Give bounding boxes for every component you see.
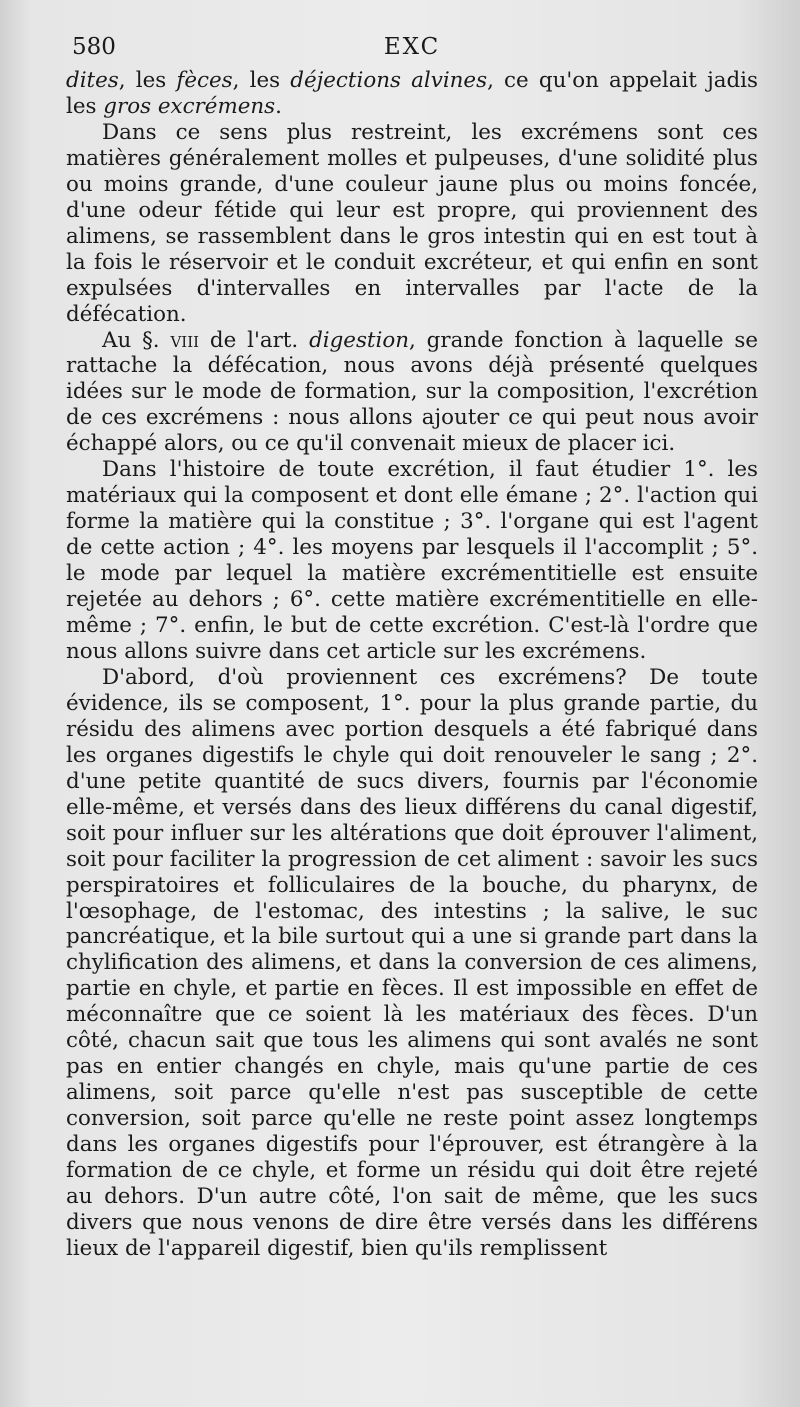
text-run: , ce qu'on appelait jadis les — [66, 68, 758, 119]
text-run: , grande fonction à laquelle se rattache la défécation, nous avons déjà présenté quelques idées sur le mode de formation, sur la composition, l'excrétion de ces excrémens : nous allons ajouter ce qui peut nous avoir échappé alors, ou ce qu'il convenait mieux de placer ici. — [66, 327, 758, 457]
text-run: Dans l'histoire de toute excrétion, il faut étudier 1°. les matériaux qui la composent et dont elle émane ; 2°. l'action qui forme la matière qui la constitue ; 3°. l'organe qui est l'agent de cette action ; 4°. les moyens par lesquels il l'accomplit ; 5°. le mode par lequel la matière excrémentitielle est ensuite rejetée au dehors ; 6°. cette matière excrémentitielle en elle-même ; 7°. enfin, le but de cette excrétion. C'est-là l'ordre que nous allons suivre dans cet article sur les excrémens. — [66, 457, 758, 664]
text-run: , les — [118, 68, 177, 93]
text-run: Dans ce sens plus restreint, les excrémens sont ces matières généralement molles et pulpeuses, d'une solidité plus ou moins grande, d'une couleur jaune plus ou moins foncée, d'une odeur fétide qui leur est propre, qui proviennent des alimens, se rassemblent dans le gros intestin qui en est tout à la fois le réservoir et le conduit excréteur, et qui enfin en sont expulsées d'intervalles en intervalles par l'acte de la défécation. — [66, 119, 758, 327]
paragraph — [66, 328, 758, 458]
page-header — [66, 34, 758, 64]
text-run: de l'art. — [199, 327, 310, 353]
paragraph — [66, 120, 758, 328]
page-number: 580 — [72, 34, 116, 60]
text-run: gros excrémens — [103, 93, 276, 119]
text-run: . — [275, 93, 282, 119]
text-run: D'abord, d'où proviennent ces excrémens? De toute évidence, ils se composent, 1°. pour la plus grande partie, du résidu des alimens avec portion desquels a été fabriqué dans les organes digestifs le chyle qui doit renouveler le sang ; 2°. d'une petite quantité de sucs divers, fournis par l'économie elle-même, et versés dans des lieux différens du canal digestif, soit pour influer sur les altérations que doit éprouver l'aliment, soit pour faciliter la progression de cet aliment : savoir les sucs perspiratoires et folliculaires de la bouche, du pharynx, de l'œsophage, de l'estomac, des intestins ; la salive, le suc pancréatique, et la bile surtout qui a une si grande part dans la chylification des alimens, et dans la conversion de ces alimens, partie en chyle, et partie en fèces. Il est impossible en effet de méconnaître que ce soient là les matériaux des fèces. D'un côté, chacun sait que tous les alimens qui sont avalés ne sont pas en entier changés en chyle, mais qu'une partie de ces alimens, soit parce qu'elle n'est pas susceptible de cette conversion, soit parce qu'elle ne reste point assez longtemps dans les organes digestifs pour l'éprouver, est étrangère à la formation de ce chyle, et forme un résidu qui doit être rejeté au dehors. D'un autre côté, l'on sait de même, que les sucs divers que nous venons de dire être versés dans les différens lieux de l'appareil digestif, bien qu'ils remplissent — [66, 664, 758, 1261]
text-run: fèces — [176, 68, 233, 93]
text-run: , les — [232, 68, 291, 93]
text-run: dites — [66, 68, 119, 93]
text-run: déjections alvines — [290, 68, 488, 93]
paragraph — [66, 68, 758, 120]
paragraph — [66, 665, 758, 1262]
paragraph — [66, 457, 758, 665]
text-run: Au §. — [102, 327, 171, 353]
body-text — [66, 68, 758, 1262]
text-run: viii — [170, 327, 200, 353]
text-run: digestion — [309, 327, 410, 353]
running-head: EXC — [383, 34, 441, 60]
